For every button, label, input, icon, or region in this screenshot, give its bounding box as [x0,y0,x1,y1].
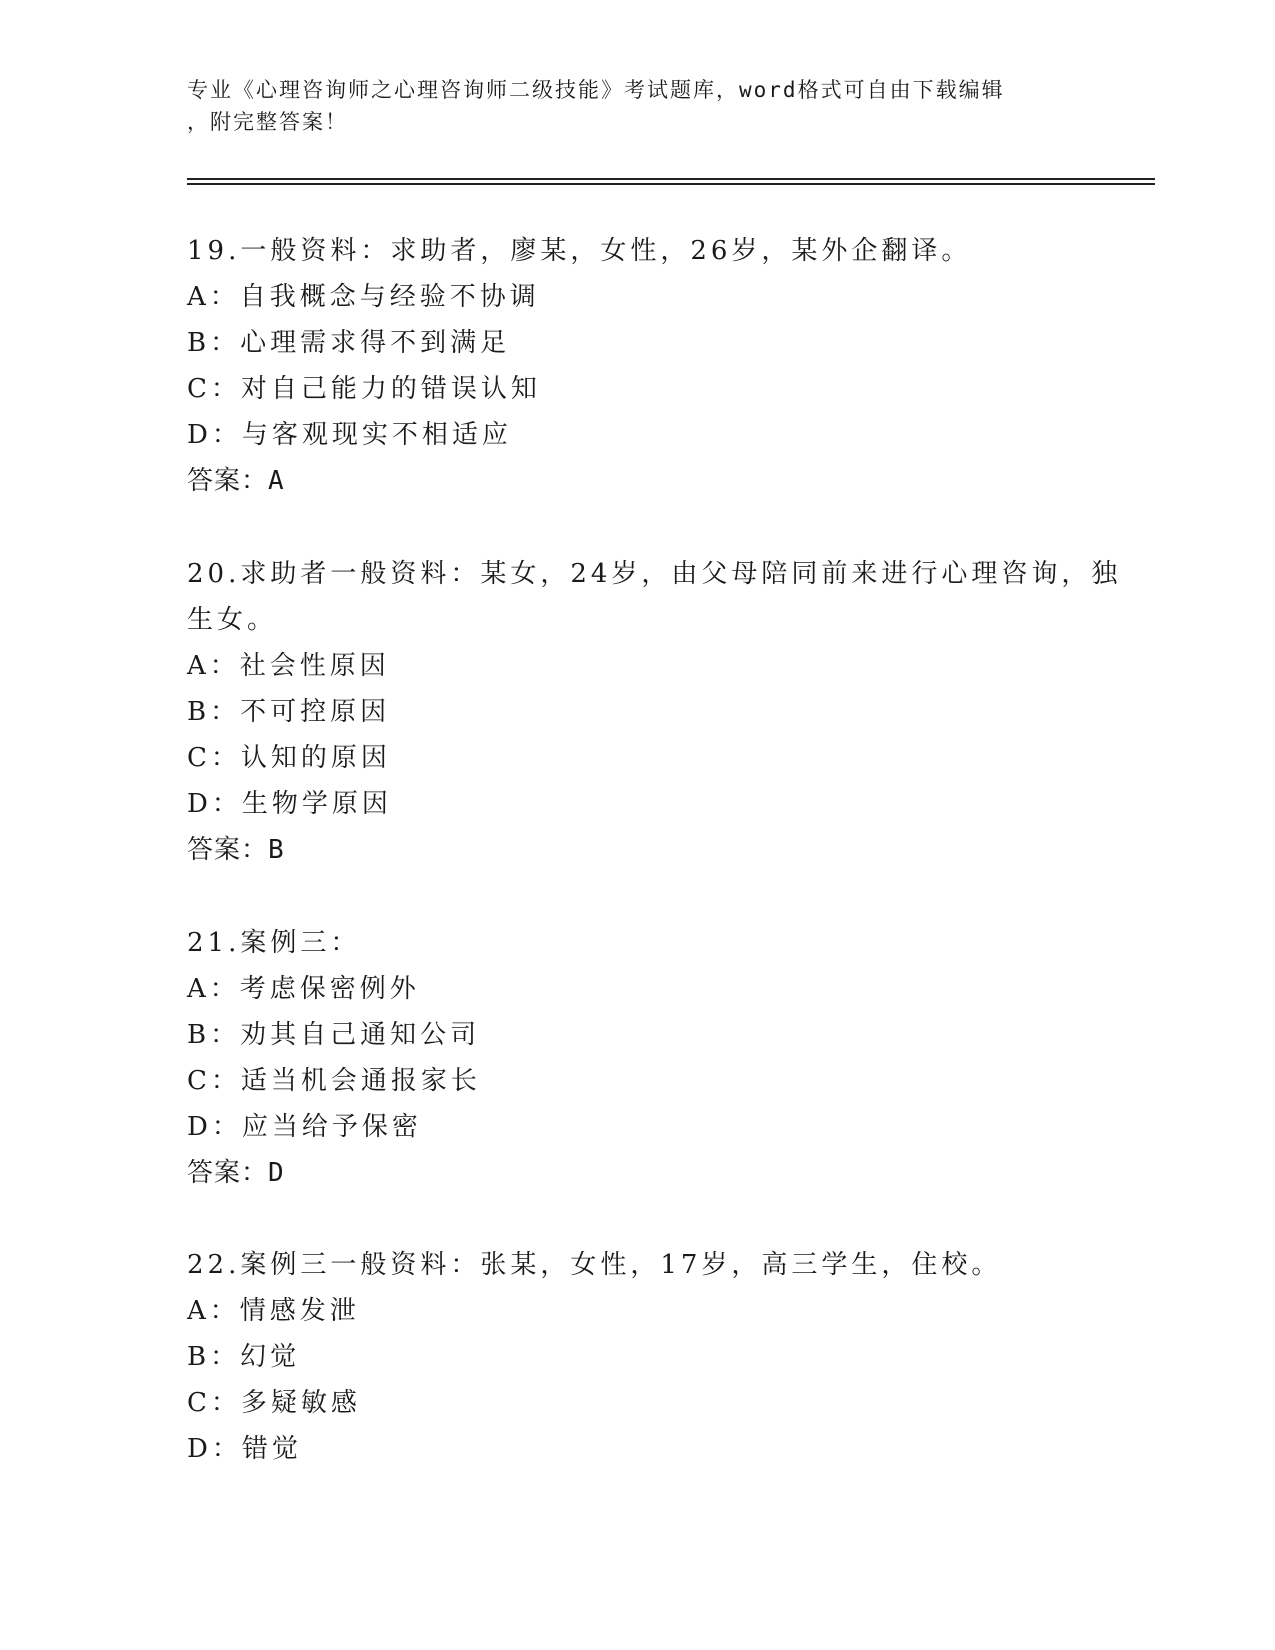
header-line-1: 专业《心理咨询师之心理咨询师二级技能》考试题库，word格式可自由下载编辑 [187,78,1005,102]
header-divider-top [187,178,1155,180]
option-a: A：情感发泄 [187,1296,360,1326]
option-a: A：考虑保密例外 [187,974,420,1004]
option-c: C：适当机会通报家长 [187,1066,481,1096]
question-stem: 21.案例三： [187,928,361,958]
answer-line [187,827,1087,873]
option-c: C：多疑敏感 [187,1388,361,1418]
question-stem: 20.求助者一般资料：某女，24岁，由父母陪同前来进行心理咨询，独 [187,559,1122,589]
option-c: C：对自己能力的错误认知 [187,374,541,404]
question-stem: 19.一般资料：求助者，廖某，女性，26岁，某外企翻译。 [187,236,972,266]
answer-value: D [268,1158,285,1188]
question-stem-continued: 生女。 [187,605,278,635]
document-header [187,74,1067,138]
answer-line [187,458,1087,504]
option-b: B：心理需求得不到满足 [187,328,511,358]
question-stem: 22.案例三一般资料：张某，女性，17岁，高三学生，住校。 [187,1250,1002,1280]
question-21 [187,920,1087,1196]
option-b: B：不可控原因 [187,697,391,727]
option-d: D：生物学原因 [187,789,392,819]
option-d: D：错觉 [187,1434,302,1464]
option-d: D：与客观现实不相适应 [187,420,512,450]
answer-value: A [268,466,285,496]
answer-line [187,1150,1087,1196]
answer-value: B [268,835,285,865]
question-20 [187,551,1122,873]
option-a: A：社会性原因 [187,651,390,681]
header-divider-bottom [187,183,1155,185]
answer-label: 答案： [187,466,269,496]
option-d: D：应当给予保密 [187,1112,422,1142]
option-c: C：认知的原因 [187,743,391,773]
question-19 [187,228,1087,504]
option-b: B：幻觉 [187,1342,301,1372]
option-b: B：劝其自己通知公司 [187,1020,481,1050]
question-22 [187,1242,1087,1472]
answer-label: 答案： [187,835,269,865]
option-a: A：自我概念与经验不协调 [187,282,540,312]
answer-label: 答案： [187,1158,269,1188]
header-line-2: ，附完整答案！ [187,110,348,134]
